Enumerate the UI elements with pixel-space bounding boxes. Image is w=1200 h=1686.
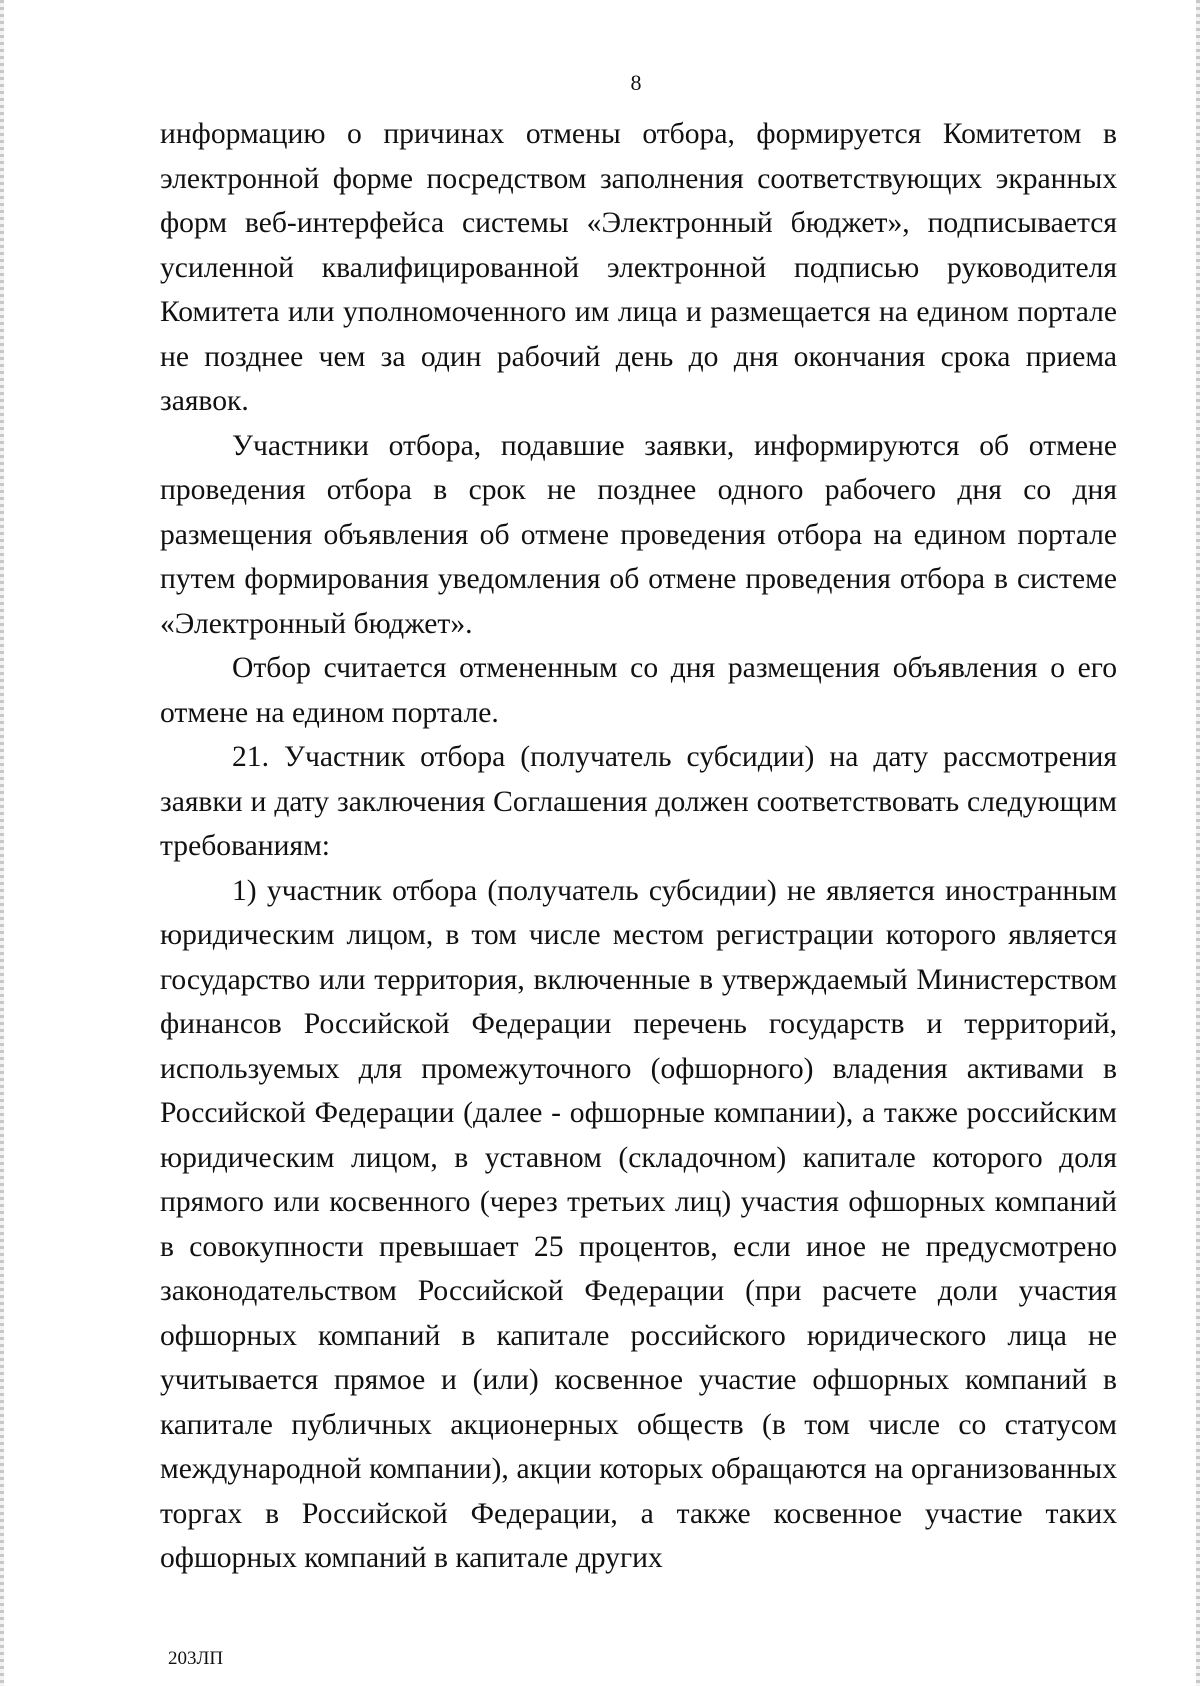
footer-document-code: 203ЛП [168, 1648, 224, 1669]
paragraph-selection-cancelled: Отбор считается отмененным со дня размещения объявления о его отмене на едином портале. [160, 652, 1117, 729]
paragraph-requirement-1: 1) участник отбора (получатель субсидии) не является иностранным юридическим лицом, в том числе местом регистрации которого является государство или территория, включенные в утверждаемый Министерством финансов Российской Федерации перечень государств и территорий, используемых для промежуточного (офшорного) владения активами в Российской Федерации (далее - офшорные компании), а также российским юридическим лицом, в уставном (складочном) капитале которого доля прямого или косвенного (через третьих лиц) участия офшорных компаний в совокупности превышает 25 процентов, если иное не предусмотрено законодательством Российской Федерации (при расчете доли участия офшорных компаний в капитале российского юридического лица не учитывается прямое и (или) косвенное участие офшорных компаний в капитале публичных акционерных обществ (в том числе со статусом международной компании), акции которых обращаются на организованных торгах в Российской Федерации, а также косвенное участие таких офшорных компаний в капитале других [160, 874, 1117, 1574]
paragraph-clause-21: 21. Участник отбора (получатель субсидии) на дату рассмотрения заявки и дату заключения Соглашения должен соответствовать следующим требованиям: [160, 741, 1117, 862]
document-body [160, 112, 1117, 1581]
paragraph-participants-informed: Участники отбора, подавшие заявки, информируются об отмене проведения отбора в срок не позднее одного рабочего дня со дня размещения объявления об отмене проведения отбора на едином портале путем формирования уведомления об отмене проведения отбора в системе «Электронный бюджет». [160, 429, 1117, 640]
page-number: 8 [630, 70, 642, 95]
scan-edge-left [0, 0, 4, 1686]
scan-edge-right [1196, 0, 1200, 1686]
paragraph-cancellation-info: информацию о причинах отмены отбора, формируется Комитетом в электронной форме посредством заполнения соответствующих экранных форм веб-интерфейса системы «Электронный бюджет», подписывается усиленной квалифицированной электронной подписью руководителя Комитета или уполномоченного им лица и размещается на едином портале не позднее чем за один рабочий день до дня окончания срока приема заявок. [160, 118, 1117, 417]
